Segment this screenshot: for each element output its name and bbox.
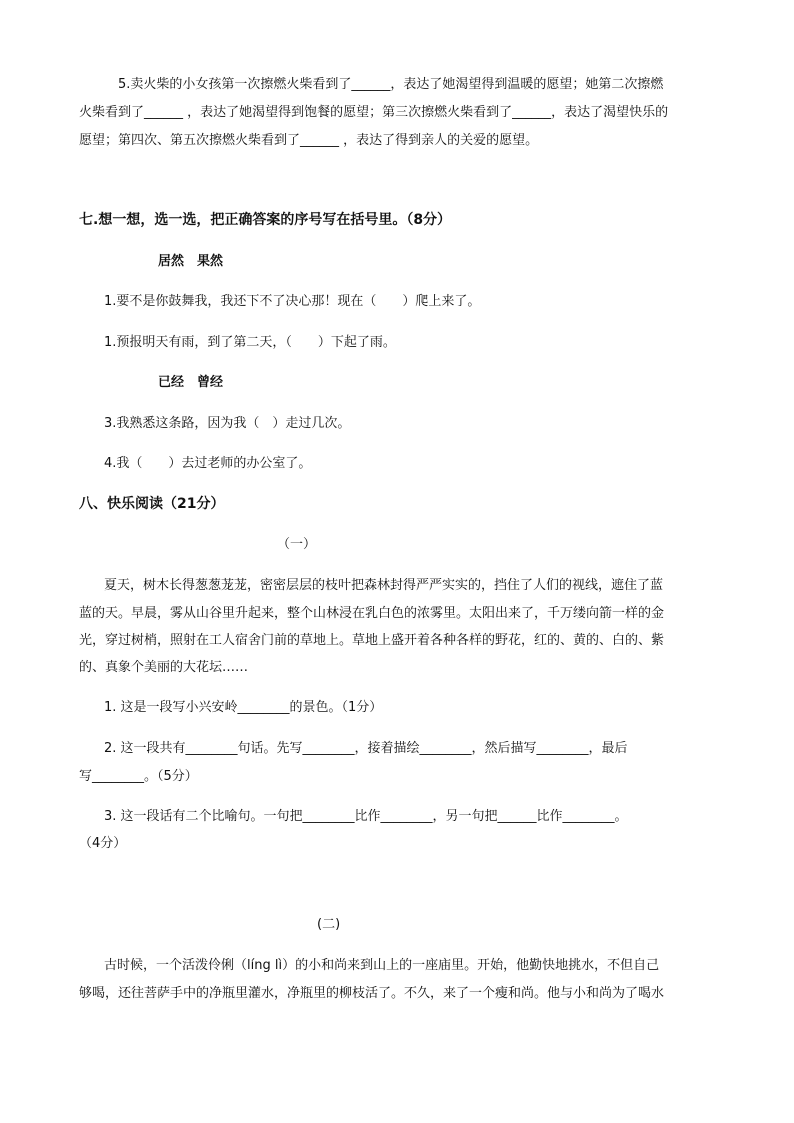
reading-1-line-2: 蓝的天。早晨，雾从山谷里升起来，整个山林浸在乳白色的浓雾里。太阳出来了，千万缕向箭一样的金 [79, 606, 665, 621]
reading-1-question-1: 1. 这是一段写小兴安岭________的景色。（1分） [104, 700, 383, 715]
reading-part-2-label: (二) [317, 917, 341, 932]
section-7-item-2: 1.预报明天有雨，到了第二天，（ ）下起了雨。 [104, 335, 396, 350]
word-choices-2: 已经 曾经 [158, 375, 224, 390]
reading-1-question-3-line-1: 3. 这一段话有二个比喻句。一句把________比作________，另一句把______比作________。 [104, 809, 628, 824]
reading-1-line-3: 光，穿过树梢，照射在工人宿舍门前的草地上。草地上盛开着各种各样的野花，红的、黄的、白的、紫 [79, 633, 665, 648]
q5-line-2: 火柴看到了______ ，表达了她渴望得到饱餐的愿望；第三次擦燃火柴看到了______，表达了渴望快乐的 [79, 105, 669, 120]
reading-1-question-2-line-1: 2. 这一段共有________句话。先写________，接着描绘________，然后描写________，最后 [104, 741, 628, 756]
section-7-item-4: 4.我（ ）去过老师的办公室了。 [104, 456, 312, 471]
q5-line-3: 愿望；第四次、第五次擦燃火柴看到了______ ，表达了得到亲人的关爱的愿望。 [79, 133, 539, 148]
reading-1-question-2-line-2: 写________。（5分） [79, 769, 198, 784]
section-8-title: 八、快乐阅读（21分） [79, 496, 225, 512]
section-7-title: 七.想一想，选一选，把正确答案的序号写在括号里。（8分） [79, 212, 452, 228]
reading-part-1-label: （一） [277, 537, 317, 552]
section-7-item-1: 1.要不是你鼓舞我，我还下不了决心那！现在（ ）爬上来了。 [104, 294, 481, 309]
reading-2-line-1: 古时候，一个活泼伶俐（líng lì）的小和尚来到山上的一座庙里。开始，他勤快地挑水，不但自己 [104, 958, 660, 973]
reading-1-line-1: 夏天，树木长得葱葱茏茏，密密层层的枝叶把森林封得严严实实的，挡住了人们的视线，遮住了蓝 [104, 578, 664, 593]
q5-line-1: 5.卖火柴的小女孩第一次擦燃火柴看到了______，表达了她渴望得到温暖的愿望；她第二次擦燃 [118, 77, 664, 92]
word-choices-1: 居然 果然 [158, 254, 224, 269]
reading-1-line-4: 的、真象个美丽的大花坛…… [79, 660, 249, 675]
reading-2-line-2: 够喝，还往菩萨手中的净瓶里灌水，净瓶里的柳枝活了。不久，来了一个瘦和尚。他与小和尚为了喝水 [79, 986, 665, 1001]
section-7-item-3: 3.我熟悉这条路，因为我（ ）走过几次。 [104, 416, 351, 431]
reading-1-question-3-line-2: （4分） [79, 836, 127, 851]
